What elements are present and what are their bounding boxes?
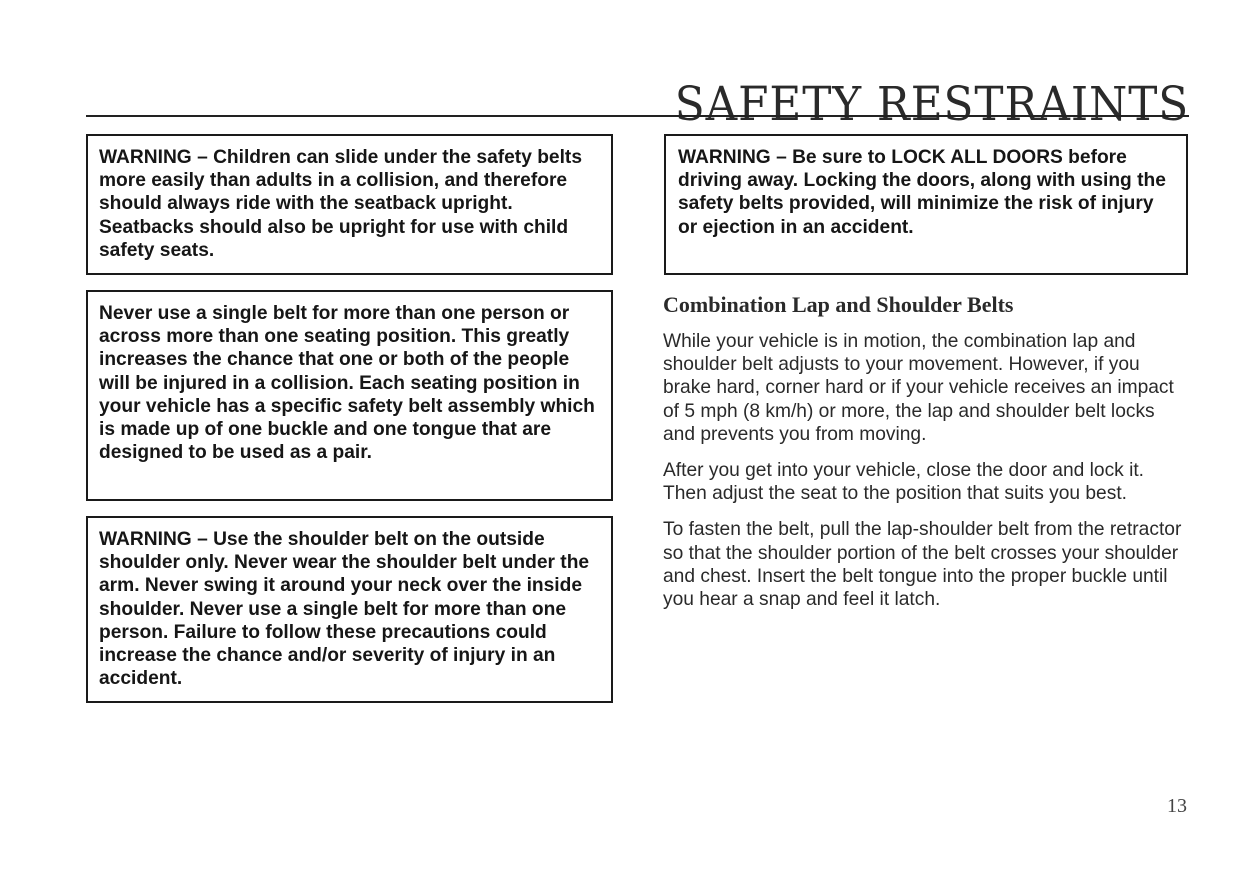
warning-box-children — [86, 134, 613, 275]
section-heading: Combination Lap and Shoulder Belts — [663, 292, 1014, 317]
warning-box-shoulder-belt — [86, 516, 613, 703]
warning-lock-doors-text: WARNING – Be sure to LOCK ALL DOORS before driving away. Locking the doors, along with using the safety belts provided, will minimize the risk of injury or ejection in an accident. — [678, 147, 1166, 238]
body-paragraph: After you get into your vehicle, close the door and lock it. Then adjust the seat to the position that suits you best. — [663, 460, 1145, 505]
page-number: 13 — [1167, 795, 1187, 817]
single-belt-notice-text: Never use a single belt for more than one person or across more than one seating position. This greatly increases the chance that one or both of the people will be injured in a collision. Each seating position in your vehicle has a specific safety belt assembly which is made up of one buckle and one tongue that are designed to be used as a pair. — [99, 303, 595, 464]
warning-shoulder-belt-text: WARNING – Use the shoulder belt on the outside shoulder only. Never wear the shoulder belt under the arm. Never swing it around your neck over the inside shoulder. Never use a single belt for more than one person. Failure to follow these precautions could increase the chance and/or severity of injury in an accident. — [99, 529, 590, 690]
warning-children-text: WARNING – Children can slide under the safety belts more easily than adults in a collision, and therefore should always ride with the seatback upright. Seatbacks should also be upright for use with child safety seats. — [99, 147, 582, 261]
title-divider — [86, 115, 1189, 117]
notice-box-single-belt — [86, 290, 613, 501]
body-text-column — [663, 330, 1188, 624]
warning-box-lock-doors — [664, 134, 1188, 275]
page-title: SAFETY RESTRAINTS — [674, 77, 1189, 133]
body-paragraph: While your vehicle is in motion, the combination lap and shoulder belt adjusts to your movement. However, if you brake hard, corner hard or if your vehicle receives an impact of 5 mph (8 km/h) or more, the lap and shoulder belt locks and prevents you from moving. — [663, 331, 1174, 445]
body-paragraph: To fasten the belt, pull the lap-shoulder belt from the retractor so that the shoulder portion of the belt crosses your shoulder and chest. Insert the belt tongue into the proper buckle until you hear a snap and feel it latch. — [663, 519, 1182, 611]
